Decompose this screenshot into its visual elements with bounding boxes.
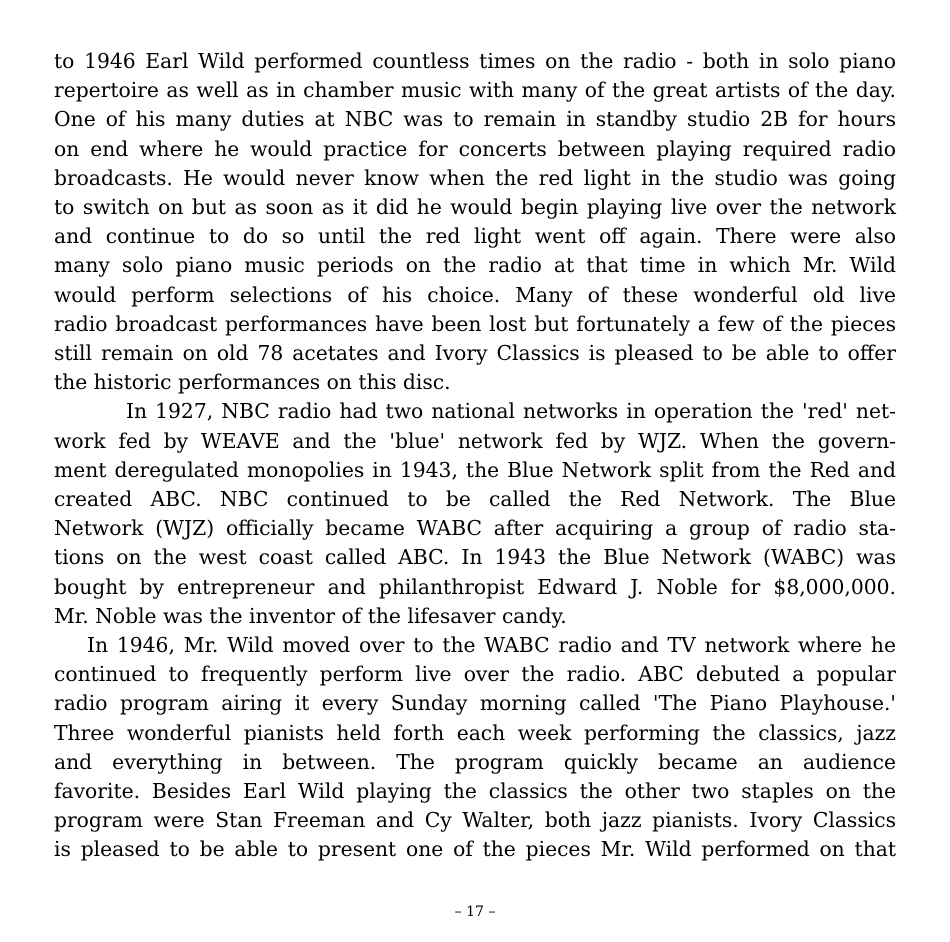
text-line: on end where he would practice for concerts between playing required radio xyxy=(54,136,896,161)
text-line: radio broadcast performances have been lost but fortunately a few of the pieces xyxy=(54,311,896,336)
text-line: program were Stan Freeman and Cy Walter, both jazz pianists. Ivory Classics xyxy=(54,808,896,833)
text-line: radio program airing it every Sunday morning called 'The Piano Playhouse.' xyxy=(54,691,896,716)
text-line: still remain on old 78 acetates and Ivory Classics is pleased to be able to offer xyxy=(54,341,896,366)
text-line: continued to frequently perform live over the radio. ABC debuted a popular xyxy=(54,662,896,687)
text-line: tions on the west coast called ABC. In 1943 the Blue Network (WABC) was xyxy=(54,545,896,570)
text-line: repertoire as well as in chamber music with many of the great artists of the day. xyxy=(54,78,896,103)
text-line: many solo piano music periods on the radio at that time in which Mr. Wild xyxy=(54,253,896,278)
paragraph-first-line: In 1927, NBC radio had two national networks in operation the 'red' net- xyxy=(126,399,896,424)
text-line: would perform selections of his choice. Many of these wonderful old live xyxy=(54,282,896,307)
text-line: and continue to do so until the red light went off again. There were also xyxy=(54,224,896,249)
text-line: bought by entrepreneur and philanthropist Edward J. Noble for $8,000,000. xyxy=(54,574,896,599)
text-line: ment deregulated monopolies in 1943, the Blue Network split from the Red and xyxy=(54,457,896,482)
paragraph-first-line: In 1946, Mr. Wild moved over to the WABC radio and TV network where he xyxy=(87,633,896,658)
text-line: created ABC. NBC continued to be called the Red Network. The Blue xyxy=(54,487,896,512)
text-line: Three wonderful pianists held forth each week performing the classics, jazz xyxy=(54,720,896,745)
text-line: to 1946 Earl Wild performed countless times on the radio - both in solo piano xyxy=(54,49,896,73)
text-line: is pleased to be able to present one of the pieces Mr. Wild performed on that xyxy=(54,837,896,862)
page-number: – 17 – xyxy=(454,904,496,920)
text-line: work fed by WEAVE and the 'blue' network fed by WJZ. When the govern- xyxy=(54,428,896,453)
body-text xyxy=(54,47,896,865)
text-line: One of his many duties at NBC was to remain in standby studio 2B for hours xyxy=(54,107,896,132)
text-line: favorite. Besides Earl Wild playing the classics the other two staples on the xyxy=(54,779,896,804)
text-line: Network (WJZ) officially became WABC after acquiring a group of radio sta- xyxy=(54,516,896,541)
text-line: and everything in between. The program quickly became an audience xyxy=(54,749,896,774)
text-line: the historic performances on this disc. xyxy=(54,370,451,395)
text-line: Mr. Noble was the inventor of the lifesaver candy. xyxy=(54,603,567,628)
text-line: broadcasts. He would never know when the red light in the studio was going xyxy=(54,165,896,190)
text-line: to switch on but as soon as it did he would begin playing live over the network xyxy=(54,195,896,220)
